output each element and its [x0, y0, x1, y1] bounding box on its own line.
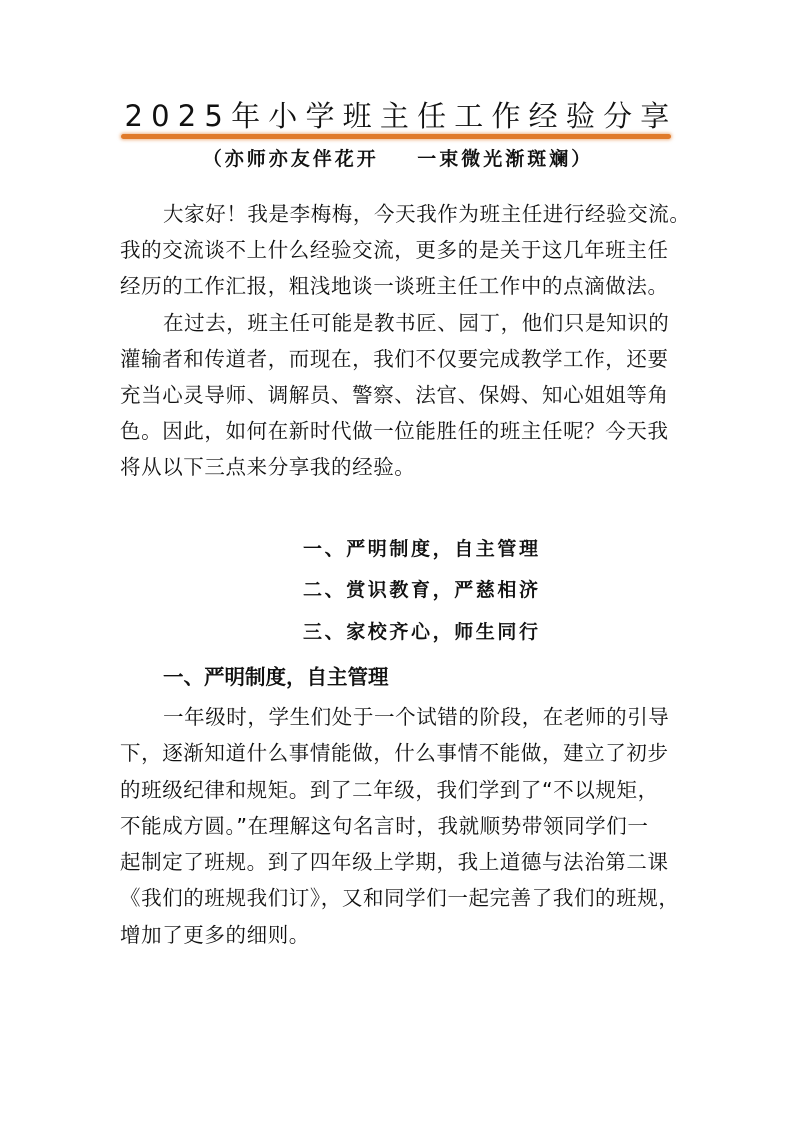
outline-item: 二、赏识教育，严慈相济: [303, 579, 541, 601]
text-line: 《我们的班规我们订》，又和同学们一起完善了我们的班规，: [120, 886, 680, 910]
text-line: 色。因此，如何在新时代做一位能胜任的班主任呢？今天我: [120, 419, 669, 443]
outline-item: 一、严明制度，自主管理: [303, 538, 541, 560]
text-line: 不能成方圆。”在理解这句名言时，我就顺势带领同学们一: [120, 814, 649, 838]
text-line: 一年级时，学生们处于一个试错的阶段，在老师的引导: [163, 705, 670, 729]
text-line: 我的交流谈不上什么经验交流，更多的是关于这几年班主任: [120, 238, 669, 262]
text-line: 的班级纪律和规矩。到了二年级，我们学到了“不以规矩，: [120, 778, 659, 802]
title-underline: [121, 134, 671, 139]
text-line: 增加了更多的细则。: [120, 923, 310, 947]
text-line: 灌输者和传道者，而现在，我们不仅要完成教学工作，还要: [120, 347, 669, 371]
text-line: 在过去，班主任可能是教书匠、园丁，他们只是知识的: [163, 311, 670, 335]
section-heading: 一、严明制度，自主管理: [163, 665, 389, 689]
text-line: 将从以下三点来分享我的经验。: [120, 455, 416, 479]
text-line: 充当心灵导师、调解员、警察、法官、保姆、知心姐姐等角: [120, 383, 669, 407]
document-subtitle: （亦师亦友伴花开 一束微光渐斑斓）: [202, 148, 594, 170]
text-line: 下，逐渐知道什么事情能做，什么事情不能做，建立了初步: [120, 741, 669, 765]
text-line: 经历的工作汇报，粗浅地谈一谈班主任工作中的点滴做法。: [120, 274, 669, 298]
outline-item: 三、家校齐心，师生同行: [303, 621, 541, 643]
text-line: 大家好！我是李梅梅，今天我作为班主任进行经验交流。: [163, 202, 691, 226]
text-line: 起制定了班规。到了四年级上学期，我上道德与法治第二课: [120, 850, 669, 874]
document-title: 2025年小学班主任工作经验分享: [124, 99, 678, 133]
